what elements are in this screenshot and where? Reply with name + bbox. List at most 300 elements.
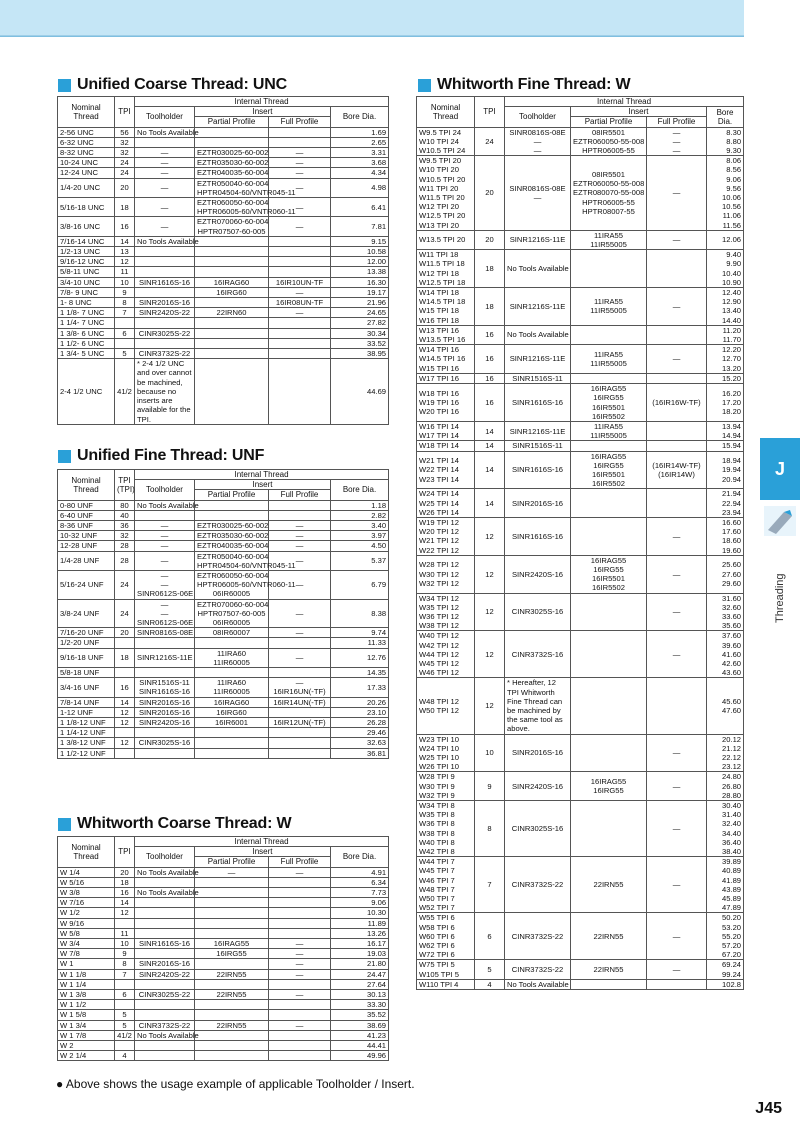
cell-nominal: 2-56 UNC <box>58 127 115 137</box>
cell-partial <box>195 359 269 424</box>
cell-partial: 08IR5501 EZTR060050-55-008 HPTR06005-55 <box>571 127 647 156</box>
table-row <box>417 441 744 451</box>
cell-nominal: 7/16-14 UNC <box>58 236 115 246</box>
table-row <box>58 1030 389 1040</box>
cell-bore: 12.40 12.90 13.40 14.40 <box>707 288 744 326</box>
cell-toolholder: CINR3025S-22 <box>135 990 195 1000</box>
cell-nominal: W 2 <box>58 1041 115 1051</box>
cell-partial <box>195 328 269 338</box>
cell-toolholder: — <box>135 198 195 217</box>
cell-bore: 3.97 <box>331 531 389 541</box>
cell-partial: EZTR050040-60-004 HPTR04504-60/VNTR045-11 <box>195 178 269 197</box>
table-row <box>58 328 389 338</box>
cell-tpi: 12 <box>475 517 505 555</box>
cell-tpi: 12 <box>475 555 505 593</box>
table-row <box>58 969 389 979</box>
cell-full: — — — <box>647 127 707 156</box>
cell-full: — <box>647 156 707 231</box>
cell-toolholder: SINR0816S-08E — — <box>505 127 571 156</box>
cell-tpi: 12 <box>115 908 135 918</box>
cell-full <box>269 707 331 717</box>
table-row <box>58 728 389 738</box>
cell-bore: 2.82 <box>331 510 389 520</box>
cell-nominal: 10-32 UNF <box>58 531 115 541</box>
cell-nominal: 3/8-24 UNF <box>58 599 115 628</box>
cell-toolholder: CINR3732S-22 <box>505 857 571 913</box>
table-row <box>58 707 389 717</box>
cell-partial <box>195 1000 269 1010</box>
cell-tpi: 24 <box>115 158 135 168</box>
cell-tpi: 6 <box>115 328 135 338</box>
cell-tpi: 14 <box>115 236 135 246</box>
table-row <box>58 898 389 908</box>
cell-bore: 11.20 11.70 <box>707 325 744 344</box>
cell-partial <box>195 918 269 928</box>
table-row <box>417 979 744 989</box>
cell-full: — <box>647 960 707 979</box>
cell-bore: 31.60 32.60 33.60 35.60 <box>707 593 744 631</box>
cell-tpi: 16 <box>475 373 505 383</box>
cell-bore: 1.18 <box>331 500 389 510</box>
page-number: J45 <box>755 1100 782 1117</box>
table-row <box>417 593 744 631</box>
cell-nominal: W14 TPI 16 W14.5 TPI 16 W15 TPI 16 <box>417 345 475 374</box>
table-row <box>58 697 389 707</box>
cell-full: — <box>647 230 707 249</box>
cell-partial <box>195 877 269 887</box>
table-row <box>58 738 389 748</box>
cell-nominal: W19 TPI 12 W20 TPI 12 W21 TPI 12 W22 TPI 12 <box>417 517 475 555</box>
table-row <box>417 325 744 344</box>
cell-toolholder: SINR2016S-16 <box>135 707 195 717</box>
cell-tpi: 14 <box>115 697 135 707</box>
col-toolholder: Toolholder <box>135 480 195 500</box>
col-toolholder: Toolholder <box>135 847 195 867</box>
cell-nominal: 8-32 UNC <box>58 148 115 158</box>
cell-full: — <box>269 551 331 570</box>
cell-bore: 24.80 26.80 28.80 <box>707 772 744 801</box>
cell-full: — <box>269 867 331 877</box>
cell-partial <box>571 373 647 383</box>
cell-tpi: 9 <box>115 949 135 959</box>
cell-bore: 3.68 <box>331 158 389 168</box>
cell-bore: 39.89 40.89 41.89 43.89 45.89 47.89 <box>707 857 744 913</box>
cell-partial: EZTR040035-60-004 <box>195 168 269 178</box>
cell-bore: 6.41 <box>331 198 389 217</box>
cell-toolholder: CINR3732S-22 <box>505 960 571 979</box>
cell-full: — <box>269 949 331 959</box>
table-row <box>58 908 389 918</box>
cell-partial: 22IRN55 <box>195 969 269 979</box>
cell-full: — <box>269 959 331 969</box>
cell-full <box>269 908 331 918</box>
cell-bore: 8.30 8.80 9.30 <box>707 127 744 156</box>
cell-nominal: W11 TPI 18 W11.5 TPI 18 W12 TPI 18 W12.5 TPI 18 <box>417 250 475 288</box>
footnote-text: Above shows the usage example of applicable Toolholder / Insert. <box>65 1077 415 1091</box>
chapter-label: Threading <box>774 573 786 623</box>
unf-body <box>58 500 389 758</box>
table-row <box>58 959 389 969</box>
chapter-tab[interactable] <box>760 438 800 500</box>
cell-bore: 9.40 9.90 10.40 10.90 <box>707 250 744 288</box>
table-row <box>58 648 389 667</box>
col-partial: Partial Profile <box>195 857 269 867</box>
cell-tpi: 12 <box>115 718 135 728</box>
cell-full <box>269 359 331 424</box>
cell-toolholder: — <box>135 521 195 531</box>
table-row <box>417 913 744 960</box>
cell-partial: EZTR060050-60-004 HPTR06005-60/VNTR060-11 <box>195 198 269 217</box>
cell-nominal: 2-4 1/2 UNC <box>58 359 115 424</box>
col-full: Full Profile <box>647 117 707 127</box>
cell-partial: 16IRAG55 16IRG55 16IR5501 16IR5502 <box>571 384 647 422</box>
unf-table <box>57 469 389 759</box>
col-nominal: Nominal Thread <box>58 837 115 868</box>
cell-toolholder: CINR3025S-16 <box>135 738 195 748</box>
table-row <box>58 349 389 359</box>
cell-partial: 11IRA60 11IR60005 <box>195 678 269 697</box>
cell-tpi: 14 <box>115 898 135 908</box>
cell-toolholder: No Tools Available <box>135 500 195 510</box>
cell-bore: 44.41 <box>331 1041 389 1051</box>
cell-partial <box>195 898 269 908</box>
table-row <box>58 308 389 318</box>
cell-toolholder: SINR1516S-11 <box>505 441 571 451</box>
cell-partial: — <box>195 867 269 877</box>
cell-tpi: 14 <box>475 451 505 489</box>
cell-full: — <box>269 148 331 158</box>
unc-table <box>57 96 389 425</box>
cell-nominal: 5/8-18 UNF <box>58 668 115 678</box>
cell-bore: 14.35 <box>331 668 389 678</box>
cell-bore: 13.94 14.94 <box>707 421 744 440</box>
cell-nominal: W 1/4 <box>58 867 115 877</box>
cell-tpi: 20 <box>115 628 135 638</box>
cell-full <box>269 338 331 348</box>
cell-partial: 22IRN55 <box>571 913 647 960</box>
table-row <box>58 1051 389 1061</box>
table-row <box>58 638 389 648</box>
table-row <box>417 517 744 555</box>
col-partial: Partial Profile <box>195 117 269 127</box>
cell-tpi: 8 <box>475 801 505 857</box>
table-row <box>58 748 389 758</box>
cell-full: — <box>647 772 707 801</box>
cell-bore: 15.20 <box>707 373 744 383</box>
cell-tpi: 10 <box>115 277 135 287</box>
section-marker-icon <box>58 450 71 463</box>
cell-partial: EZTR035030-60-002 <box>195 158 269 168</box>
section-title-text: Unified Coarse Thread: UNC <box>77 76 287 93</box>
table-row <box>417 384 744 422</box>
cell-partial <box>195 510 269 520</box>
cell-tpi: 32 <box>115 137 135 147</box>
cell-tpi: 14 <box>475 421 505 440</box>
cell-tpi: 9 <box>475 772 505 801</box>
cell-toolholder: * 2-4 1/2 UNC and over cannot be machined, because no inserts are available for the TPI. <box>135 359 195 424</box>
cell-partial <box>571 801 647 857</box>
cell-full <box>269 888 331 898</box>
cell-full <box>269 328 331 338</box>
col-insert: Insert <box>195 107 331 117</box>
cell-toolholder: SINR2016S-16 <box>135 697 195 707</box>
table-row <box>58 888 389 898</box>
cell-toolholder <box>135 638 195 648</box>
col-bore: Bore Dia. <box>331 480 389 500</box>
table-row <box>417 451 744 489</box>
table-row <box>58 877 389 887</box>
cell-full <box>647 678 707 734</box>
cell-tpi <box>115 638 135 648</box>
cell-full <box>269 349 331 359</box>
cell-partial <box>195 928 269 938</box>
cell-tpi: 36 <box>115 521 135 531</box>
cell-full <box>269 1051 331 1061</box>
cell-bore: 18.94 19.94 20.94 <box>707 451 744 489</box>
cell-partial <box>195 959 269 969</box>
cell-nominal: 9/16-12 UNC <box>58 257 115 267</box>
bsw-body <box>58 867 389 1061</box>
cell-full: — <box>647 593 707 631</box>
cell-tpi: 16 <box>475 384 505 422</box>
cell-toolholder: CINR3025S-16 <box>505 801 571 857</box>
cell-partial: 08IR5501 EZTR060050-55-008 EZTR080070-55-008 HPTR06005-55 HPTR08007-55 <box>571 156 647 231</box>
cell-toolholder: CINR3732S-22 <box>135 349 195 359</box>
bsf-body <box>417 127 744 989</box>
table-row <box>417 373 744 383</box>
cell-partial: 22IRN60 <box>195 308 269 318</box>
cell-full <box>647 441 707 451</box>
cell-tpi: 12 <box>475 593 505 631</box>
table-row <box>58 178 389 197</box>
cell-tpi: 12 <box>115 707 135 717</box>
cell-full: — <box>647 857 707 913</box>
cell-toolholder: SINR2420S-22 <box>135 969 195 979</box>
cell-bore: 44.69 <box>331 359 389 424</box>
cell-partial: 11IRA55 11IR55005 <box>571 345 647 374</box>
cell-full <box>269 928 331 938</box>
cell-partial: 08IR60007 <box>195 628 269 638</box>
table-row <box>58 668 389 678</box>
cell-full: — <box>269 531 331 541</box>
cell-partial: EZTR035030-60-002 <box>195 531 269 541</box>
cell-tpi <box>115 918 135 928</box>
cell-toolholder: — <box>135 217 195 236</box>
cell-bore: 2.65 <box>331 137 389 147</box>
cell-nominal: W 5/16 <box>58 877 115 887</box>
cell-nominal: 10-24 UNC <box>58 158 115 168</box>
cell-partial <box>571 489 647 518</box>
table-row <box>417 421 744 440</box>
cell-partial <box>195 1010 269 1020</box>
cell-full: — <box>647 555 707 593</box>
cell-full <box>269 638 331 648</box>
cell-tpi: 6 <box>115 990 135 1000</box>
cell-toolholder <box>135 257 195 267</box>
cell-nominal: W 9/16 <box>58 918 115 928</box>
section-title-text: Whitworth Coarse Thread: W <box>77 815 292 832</box>
cell-tpi: 5 <box>115 349 135 359</box>
cell-tpi: 7 <box>115 969 135 979</box>
cell-partial: 16IRG60 <box>195 287 269 297</box>
table-row <box>417 734 744 772</box>
cell-bore: 6.34 <box>331 877 389 887</box>
cell-partial <box>195 888 269 898</box>
col-tpi: TPI <box>115 97 135 128</box>
cell-toolholder: CINR3732S-16 <box>505 631 571 678</box>
cell-bore: 21.96 <box>331 298 389 308</box>
cell-partial <box>195 638 269 648</box>
cell-nominal: 0-80 UNF <box>58 500 115 510</box>
table-row <box>58 158 389 168</box>
cell-partial <box>571 441 647 451</box>
cell-tpi <box>115 728 135 738</box>
col-insert: Insert <box>195 847 331 857</box>
cell-partial <box>195 668 269 678</box>
cell-nominal: W 3/8 <box>58 888 115 898</box>
table-row <box>58 599 389 628</box>
cell-full: — <box>269 969 331 979</box>
cell-full <box>269 728 331 738</box>
table-row <box>417 156 744 231</box>
cell-tpi: 56 <box>115 127 135 137</box>
cell-full <box>647 979 707 989</box>
cell-toolholder <box>135 510 195 520</box>
cell-nominal: 7/8-14 UNF <box>58 697 115 707</box>
cell-partial: EZTR030025-60-002 <box>195 148 269 158</box>
cell-bore: 12.00 <box>331 257 389 267</box>
cell-tpi: 20 <box>115 178 135 197</box>
section-marker-icon <box>58 818 71 831</box>
cell-full: — <box>647 345 707 374</box>
col-nominal: Nominal Thread <box>417 97 475 128</box>
cell-partial <box>195 338 269 348</box>
cell-bore: 25.60 27.60 29.60 <box>707 555 744 593</box>
table-row <box>58 277 389 287</box>
cell-nominal: W55 TPI 6 W58 TPI 6 W60 TPI 6 W62 TPI 6 W72 TPI 6 <box>417 913 475 960</box>
cell-tpi: 24 <box>115 168 135 178</box>
cell-toolholder: No Tools Available <box>505 325 571 344</box>
table-row <box>417 489 744 518</box>
cell-bore: 9.06 <box>331 898 389 908</box>
cell-bore: 9.15 <box>331 236 389 246</box>
cell-partial <box>195 1041 269 1051</box>
cell-toolholder: — <box>135 168 195 178</box>
cell-partial: 16IRG60 <box>195 707 269 717</box>
cell-bore: 45.60 47.60 <box>707 678 744 734</box>
cell-bore: 7.81 <box>331 217 389 236</box>
cell-toolholder <box>135 949 195 959</box>
cell-partial <box>571 631 647 678</box>
cell-nominal: W 1/2 <box>58 908 115 918</box>
cell-full <box>269 979 331 989</box>
top-banner <box>0 0 744 36</box>
cell-bore: 33.30 <box>331 1000 389 1010</box>
cell-bore: 102.8 <box>707 979 744 989</box>
cell-partial: 16IRAG55 16IRG55 16IR5501 16IR5502 <box>571 555 647 593</box>
col-toolholder: Toolholder <box>135 107 195 127</box>
cell-nominal: W 7/16 <box>58 898 115 908</box>
cell-bore: 13.26 <box>331 928 389 938</box>
cell-toolholder: SINR2420S-22 <box>135 308 195 318</box>
cell-tpi: 5 <box>115 1010 135 1020</box>
col-tpi: TPI <box>115 837 135 868</box>
cell-tpi: 12 <box>475 678 505 734</box>
table-row <box>417 960 744 979</box>
cell-toolholder <box>135 267 195 277</box>
cell-full <box>269 127 331 137</box>
cell-partial <box>195 748 269 758</box>
cell-nominal: W9.5 TPI 20 W10 TPI 20 W10.5 TPI 20 W11 TPI 20 W11.5 TPI 20 W12 TPI 20 W12.5 TPI 20 W13 TPI 20 <box>417 156 475 231</box>
table-row <box>58 678 389 697</box>
table-row <box>58 551 389 570</box>
cell-nominal: W 1 <box>58 959 115 969</box>
cell-full: — <box>647 913 707 960</box>
table-row <box>417 127 744 156</box>
cell-bore: 1.69 <box>331 127 389 137</box>
cell-bore: 19.03 <box>331 949 389 959</box>
cell-tpi: 12 <box>475 631 505 678</box>
cell-tpi <box>115 1041 135 1051</box>
cell-tpi: 14 <box>475 441 505 451</box>
cell-nominal: W28 TPI 9 W30 TPI 9 W32 TPI 9 <box>417 772 475 801</box>
table-row <box>58 867 389 877</box>
cell-nominal: W 7/8 <box>58 949 115 959</box>
section-title-bsf <box>418 76 630 94</box>
cell-full: (16IR14W-TF) (16IR14W) <box>647 451 707 489</box>
cell-bore: 8.38 <box>331 599 389 628</box>
cell-bore: 50.20 53.20 55.20 57.20 67.20 <box>707 913 744 960</box>
cell-full: — <box>647 517 707 555</box>
cell-nominal: W34 TPI 12 W35 TPI 12 W36 TPI 12 W38 TPI 12 <box>417 593 475 631</box>
cell-toolholder: SINR2016S-16 <box>505 734 571 772</box>
cell-toolholder <box>135 668 195 678</box>
cell-full <box>269 236 331 246</box>
cell-full: — <box>269 198 331 217</box>
table-row <box>58 928 389 938</box>
cell-full <box>269 1030 331 1040</box>
cell-tpi: 24 <box>475 127 505 156</box>
cell-tpi: 16 <box>115 678 135 697</box>
cell-full <box>269 267 331 277</box>
cell-nominal: 3/4-10 UNC <box>58 277 115 287</box>
cell-nominal: 1 1/4-12 UNF <box>58 728 115 738</box>
cell-bore: 33.52 <box>331 338 389 348</box>
cell-toolholder: SINR2016S-16 <box>135 298 195 308</box>
cell-bore: 26.28 <box>331 718 389 728</box>
cell-toolholder: SINR1216S-11E <box>135 648 195 667</box>
cell-bore: 12.76 <box>331 648 389 667</box>
table-row <box>58 267 389 277</box>
cell-partial <box>571 734 647 772</box>
threading-tool-icon <box>764 506 796 536</box>
cell-nominal: W 1 3/4 <box>58 1020 115 1030</box>
cell-partial <box>571 517 647 555</box>
cell-toolholder <box>135 1010 195 1020</box>
cell-bore: 36.81 <box>331 748 389 758</box>
cell-toolholder: SINR2420S-16 <box>505 555 571 593</box>
cell-partial <box>195 267 269 277</box>
cell-nominal: W18 TPI 16 W19 TPI 16 W20 TPI 16 <box>417 384 475 422</box>
cell-tpi: 4 <box>475 979 505 989</box>
cell-full <box>269 1041 331 1051</box>
cell-toolholder <box>135 748 195 758</box>
cell-bore: 16.30 <box>331 277 389 287</box>
cell-nominal: 7/16-20 UNF <box>58 628 115 638</box>
cell-toolholder: No Tools Available <box>505 979 571 989</box>
cell-bore: 6.79 <box>331 571 389 600</box>
table-row <box>58 1041 389 1051</box>
